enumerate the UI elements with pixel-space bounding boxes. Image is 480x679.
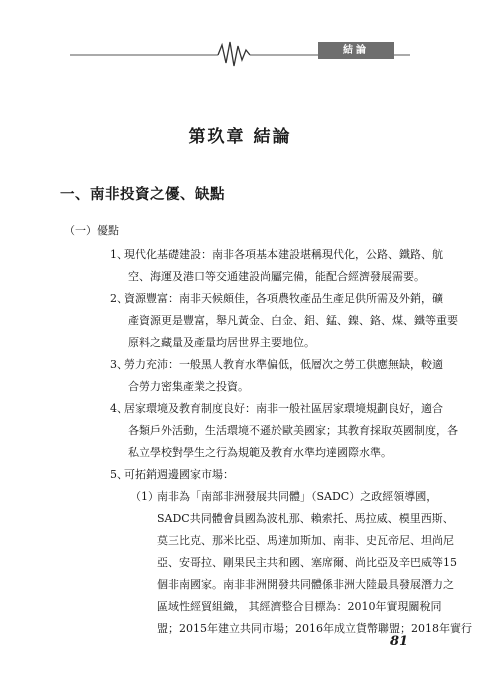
subsection-heading: （一）優點	[64, 224, 119, 237]
sub-item-text: 盟；2015年建立共同市場；2016年成立貨幣聯盟；2018年實行	[157, 622, 472, 635]
list-item-continuation: 各類戶外活動，生活環境不遜於歐美國家；其教育採取英國制度，各	[128, 424, 458, 437]
sub-item-text: 莫三比克、那米比亞、馬達加斯加、南非、史瓦帝尼、坦尚尼	[157, 534, 454, 547]
list-item-text: 勞力充沛：一般黑人教育水準偏低，低層次之勞工供應無缺，較適	[124, 358, 443, 371]
list-item-text: 居家環境及教育制度良好：南非一般社區居家環境規劃良好，適合	[124, 402, 443, 415]
section-tab: 結論	[318, 42, 394, 59]
chapter-title: 第玖章 結論	[188, 127, 292, 147]
sub-item-text: 南非為「南部非洲發展共同體」（SADC）之政經領導國，	[157, 490, 438, 503]
list-item-continuation: 合勞力密集產業之投資。	[128, 380, 249, 393]
list-item-number: 5、	[110, 468, 128, 481]
sub-item-text: 個非南國家。南非非洲開發共同體係非洲大陸最具發展潛力之	[157, 578, 454, 591]
list-item-continuation: 原料之藏量及產量均居世界主要地位。	[128, 336, 315, 349]
sub-item-text: 區域性經貿組織， 其經濟整合目標為：2010年實現關稅同	[157, 600, 442, 613]
page-number: 81	[390, 634, 409, 649]
page-header	[0, 0, 480, 70]
sub-item-text: 亞、安哥拉、剛果民主共和國、塞席爾、尚比亞及辛巴威等15	[157, 556, 457, 569]
sub-item-number: （1）	[130, 490, 159, 503]
list-item-text: 可拓銷週邊國家市場：	[124, 468, 234, 481]
header-heartbeat-line	[0, 0, 480, 70]
list-item-continuation: 產資源更是豐富，舉凡黃金、白金、鋁、錳、鎳、鉻、煤、鐵等重要	[128, 314, 458, 327]
section-heading: 一、南非投資之優、缺點	[60, 186, 225, 203]
list-item-continuation: 私立學校對學生之行為規範及教育水準均達國際水準。	[128, 446, 392, 459]
list-item-number: 3、	[110, 358, 128, 371]
list-item-text: 現代化基礎建設：南非各項基本建設堪稱現代化，公路、鐵路、航	[124, 248, 443, 261]
list-item-number: 2、	[110, 292, 128, 305]
list-item-text: 資源豐富：南非天候頗佳，各項農牧產品生產足供所需及外銷，礦	[124, 292, 443, 305]
sub-item-text: SADC共同體會員國為波札那、賴索托、馬拉威、模里西斯、	[157, 512, 454, 525]
list-item-number: 4、	[110, 402, 128, 415]
list-item-continuation: 空、海運及港口等交通建設尚屬完備，能配合經濟發展需要。	[128, 270, 425, 283]
list-item-number: 1、	[110, 248, 128, 261]
